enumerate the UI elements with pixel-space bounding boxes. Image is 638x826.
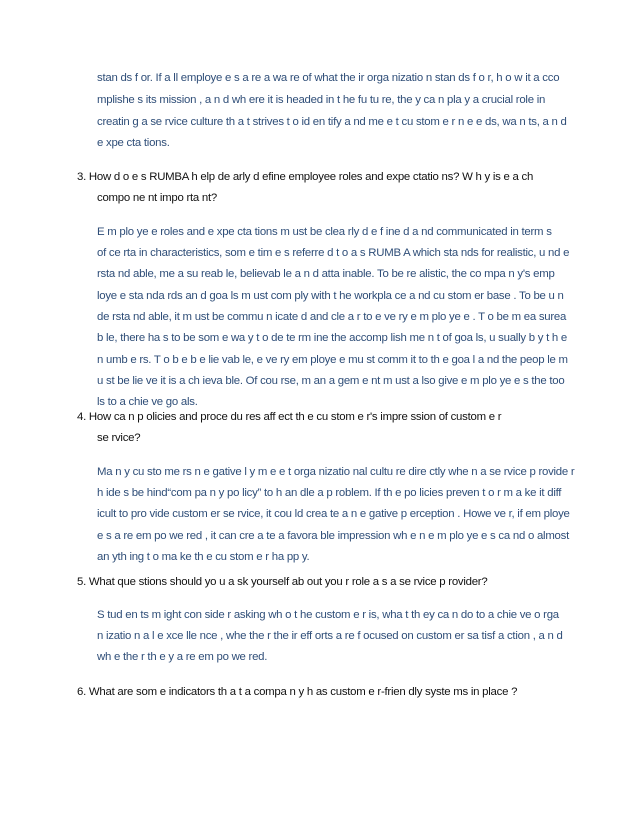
answer-line: n umb e rs. T o b e b e lie vab le, e ve ry em ploye e mu st comm it to th e goa l a nd the peop le m [97,354,568,366]
answer-line: e xpe cta tions. [97,137,170,149]
answer-line: ls to a chie ve go als. [97,396,198,408]
question-4: 4. How ca n p olicies and proce du res aff ect th e cu stom e r's impre ssion of custom e r [77,411,502,423]
answer-line: mplishe s its mission , a n d wh ere it is headed in t he fu tu re, the y ca n pla y a crucial role in [97,94,546,106]
question-4-continued: se rvice? [97,432,141,444]
answer-line: Ma n y cu sto me rs n e gative l y m e e t orga nizatio nal cultu re dire ctly whe n a se rvice p rovide r [97,466,575,478]
answer-line: de rsta nd able, it m ust be commu n icate d and cle a r to e ve ry e m plo ye e . T o be m ea surea [97,311,567,323]
answer-line: n izatio n a l e xce lle nce , whe the r the ir eff orts a re f ocused on custom er sa tisf a ction , a n d [97,630,563,642]
question-3-continued: compo ne nt impo rta nt? [97,192,217,204]
answer-line: creatin g a se rvice culture th a t strives t o id en tify a nd me e t cu stom e r n e e ds, wa n ts, a n d [97,116,567,128]
answer-line: b le, there ha s to be som e wa y t o de te rm ine the accomp lish me n t of goa ls, u sually b y t h e [97,332,567,344]
answer-line: E m plo ye e roles and e xpe cta tions m ust be clea rly d e f ine d a nd communicated in term s [97,226,552,238]
answer-line: loye e sta nda rds an d goa ls m ust com ply with t he workpla ce a nd cu stom er base . To be u n [97,290,564,302]
answer-line: S tud en ts m ight con side r asking wh o t he custom e r is, wha t th ey ca n do to a chie ve o rga [97,609,559,621]
answer-line: stan ds f or. If a ll employe e s a re a wa re of what the ir orga nizatio n stan ds f o r, h o w it a cco [97,72,560,84]
answer-line: rsta nd able, me a su reab le, believab le a n d atta inable. To be re alistic, the co mpa n y's emp [97,268,555,280]
question-3: 3. How d o e s RUMBA h elp de arly d efine employee roles and expe ctatio ns? W h y is e a ch [77,171,534,183]
answer-line: h ide s be hind“com pa n y po licy” to h an dle a p roblem. If th e po licies preven t o r m a ke it diff [97,487,562,499]
answer-line: icult to pro vide custom er se rvice, it cou ld crea te a n e gative p erception . Howe ve r, if em ploye [97,508,570,520]
answer-line: wh e the r th e y a re em po we red. [97,651,268,663]
question-6: 6. What are som e indicators th a t a compa n y h as custom e r-frien dly syste ms in place ? [77,686,518,698]
answer-line: of ce rta in characteristics, som e tim e s referre d t o a s RUMB A which sta nds for realistic, u nd e [97,247,570,259]
answer-line: an yth ing t o ma ke th e cu stom e r ha pp y. [97,551,310,563]
answer-line: e s a re em po we red , it can cre a te a favora ble impression wh e n e m plo ye e s ca nd o almost [97,530,570,542]
question-5: 5. What que stions should yo u a sk yourself ab out you r role a s a se rvice p rovider? [77,576,488,588]
answer-line: u st be lie ve it is a ch ieva ble. Of cou rse, m an a gem e nt m ust a lso give e m plo ye e s the too [97,375,565,387]
